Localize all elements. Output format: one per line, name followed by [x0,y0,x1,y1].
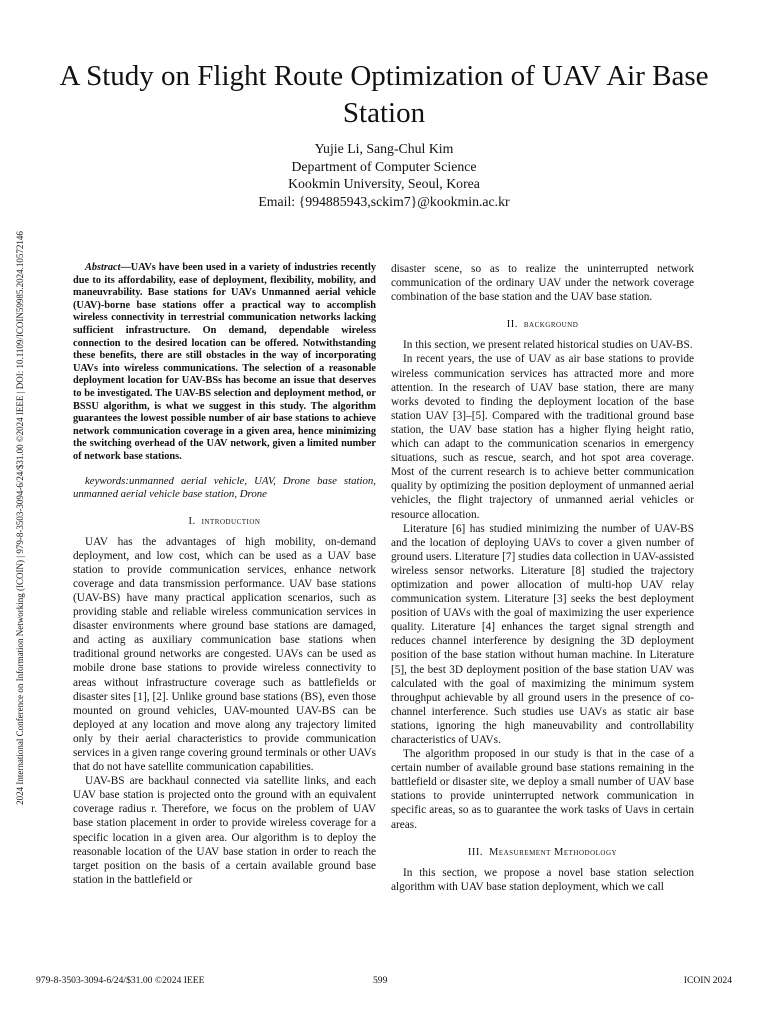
author-department: Department of Computer Science [291,158,477,174]
footer-copyright: 979-8-3503-3094-6/24/$31.00 ©2024 IEEE [36,975,205,986]
abstract-text: —UAVs have been used in a variety of industries recently due to its affordability, ease of deployment, flexibility, mobility, and maneuvrability. Base stations for UAVs Unmanned aerial vehicle (UAV)-borne base stations offer a practical way to accomplish wireless connectivity in terrestrial communication networks lacking sufficient infrastructure. On demand, dependable wireless connection to the desired location can be offered. Notwithstanding these benefits, there are still obstacles in the way of incorporating UAVs into wireless communications. The selection of a reasonable deployment location for UAV-BSs has become an issue that deserves to be investigated. The UAV-BS selection and deployment method, or BSSU algorithm, is what we suggest in this study. The algorithm guarantees the lowest possible number of air base stations to achieve network communication coverage in a given area, hence minimizing the switching overhead of the UAV network, given a limited number of network base stations. [73,262,376,462]
page-number: 599 [373,975,388,986]
doi-sidebar-text: 2024 International Conference on Information Networking (ICOIN) | 979-8-3503-3094-6/24/$31.00 ©2024 IEEE | DOI: 10.1109/ICOIN59985.2024.10572146 [15,231,25,805]
intro-paragraph-continued: disaster scene, so as to realize the uninterrupted network communication of the ordinary UAV under the network coverage combination of the base station and the UAV base station. [391,263,694,304]
intro-paragraph-2: UAV-BS are backhaul connected via satellite links, and each UAV base station is projected onto the ground with an equivalent coverage radius r. Therefore, we focus on the problem of UAV base station placement in order to provide wireless coverage for a specific location in a given area. Our algorithm is to deploy the reasonable location of the UAV base station in order to reach the target position on the basis of a certain available ground base station in the battlefield or [73,775,376,886]
background-paragraph-1: In this section, we present related historical studies on UAV-BS. [403,339,693,352]
author-email: Email: {994885943,sckim7}@kookmin.ac.kr [258,193,510,209]
footer-venue: ICOIN 2024 [683,975,732,986]
doi-sidebar [10,188,30,848]
abstract [73,262,376,464]
keywords: keywords:unmanned aerial vehicle, UAV, Drone base station, unmanned aerial vehicle base station, Drone [73,474,376,500]
abstract-label: Abstract [85,262,121,273]
background-paragraph-3: Literature [6] has studied minimizing the number of UAV-BS and the location of deploying UAVs to cover a given number of ground users. Literature [7] studies data collection in UAV-assisted wireless sensor networks. Literature [8] studied the trajectory optimization and power allocation of multi-hop UAV relay communication system. Literature [3] seeks the best deployment position of UAVs with the goal of maximizing the user experience quality. Literature [4] enhances the target signal strength and reduces channel interference by designing the 3D deployment position of the base station without human machine. In Literature [5], the best 3D deployment position of the base station UAV was calculated with the goal of maximizing the minimum system throughput achievable by all ground users in the presence of co-channel interference. Such studies use UAVs as static air base stations, ignoring the high maneuvability and controllability characteristics of UAVs. [391,522,694,746]
section-heading-introduction: I. introduction [188,515,261,527]
left-column [73,262,376,887]
background-paragraph-4: The algorithm proposed in our study is that in the case of a certain number of available ground base stations remaining in the battlefield or disaster site, we deploy a small number of UAV base stations to provide uninterrupted network communication in specific areas, so as to guarantee the work tasks of Uavs in certain areas. [391,748,694,831]
paper-title: A Study on Flight Route Optimization of UAV Air Base Station [59,60,709,129]
section-heading-background: II. background [506,319,579,331]
author-university: Kookmin University, Seoul, Korea [288,176,480,191]
author-names: Yujie Li, Sang-Chul Kim [314,141,454,156]
right-column [391,262,694,894]
methodology-paragraph-1: In this section, we propose a novel base station selection algorithm with UAV base station deployment, which we call [391,866,694,893]
section-heading-methodology: III. Measurement Methodology [467,846,618,858]
intro-paragraph-1: UAV has the advantages of high mobility, on-demand deployment, and low cost, which can be used as a UAV base station to provide communication services, enhance network coverage and data transmission performance. UAV base stations (UAV-BS) have many practical application scenarios, such as providing stable and reliable wireless communication services in disaster environments where ground base stations are damaged, and acting as auxiliary communication base stations when traditional ground networks are congested. UAVs can be used as mobile drone base stations to provide wireless connectivity to areas without infrastructure coverage such as battlefields or disaster sites [1], [2]. Unlike ground base stations (BS), even those mounted on ground vehicles, UAV-mounted UAV-BS can be deployed at any location and move along any trajectory limited only by their aerial characteristics to provide communication services in a given range covering ground terminals or other UAVs that do not have satellite communication capabilities. [73,535,376,774]
author-block [0,140,768,210]
background-paragraph-2: In recent years, the use of UAV as air base stations to provide wireless communication services has attracted more and more attention. In the research of UAV base station, there are many works devoted to finding the deployment location of the base station UAV [3]–[5]. Compared with the traditional ground base station, the UAV base station has a higher flying height ratio, which can adapt to the communication scenarios in emergency situations, such as rescue, search, and hot spot area coverage. Most of the current research is to achieve better communication quality by optimizing the position deployment of unmanned aerial vehicles, the flight trajectory of unmanned aerial vehicles or resource allocation. [391,353,694,521]
